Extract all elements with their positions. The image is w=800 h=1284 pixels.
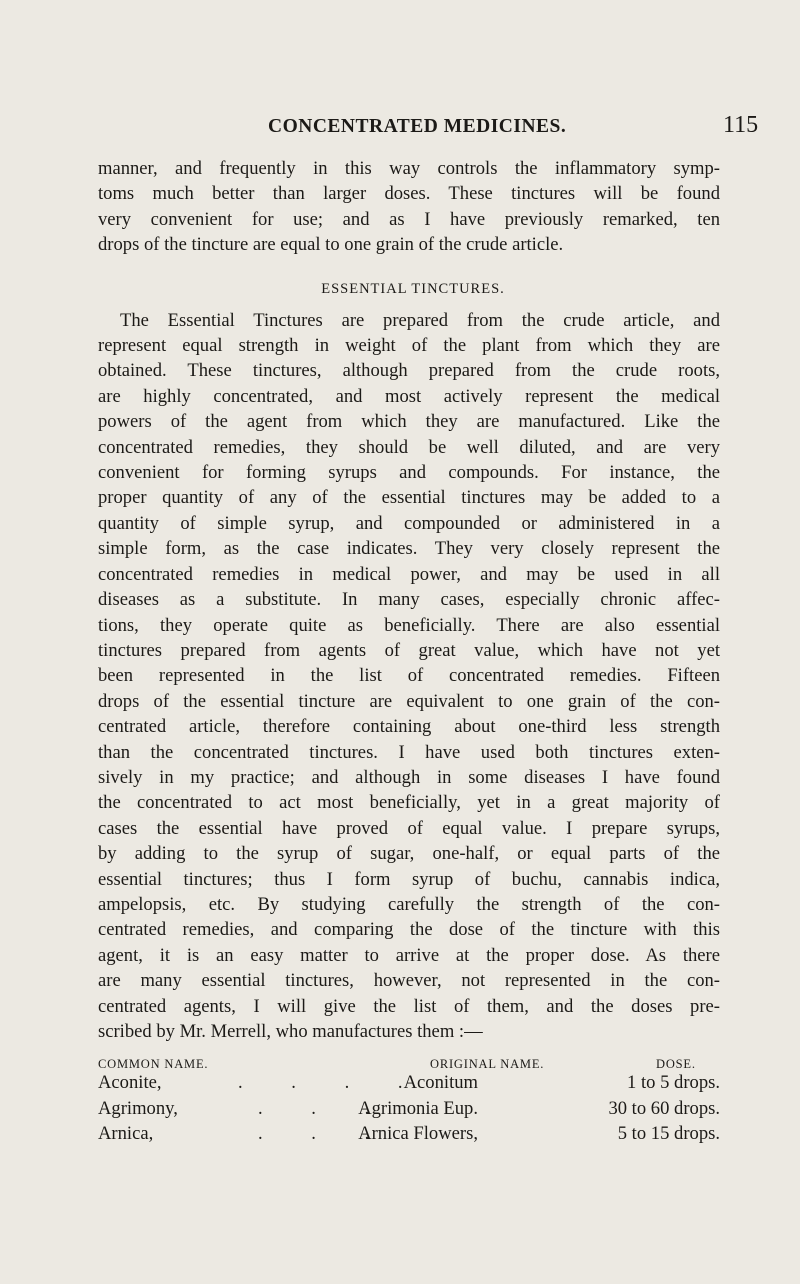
common-name-cell: Agrimony,: [98, 1097, 178, 1119]
text-line: represent equal strength in weight of the plant from which they are: [98, 335, 720, 357]
text-line: scribed by Mr. Merrell, who manufactures them :—: [98, 1021, 483, 1042]
column-header-dose: DOSE.: [656, 1057, 696, 1072]
original-name-cell: Arnica Flowers,: [358, 1123, 478, 1145]
text-line: sively in my practice; and although in some diseases I have found: [98, 766, 720, 788]
text-line: ampelopsis, etc. By studying carefully the strength of the con-: [98, 893, 720, 915]
column-header-common-name: COMMON NAME.: [98, 1057, 209, 1072]
leader-dots: . . . .: [238, 1072, 425, 1094]
running-head: [0, 112, 800, 142]
text-line: are many essential tinctures, however, not represented in the con-: [98, 970, 720, 992]
text-line: tions, they operate quite as beneficially. There are also essential: [98, 614, 720, 636]
table-row: [98, 1096, 720, 1121]
text-line: convenient for forming syrups and compounds. For instance, the: [98, 462, 720, 484]
text-line: been represented in the list of concentrated remedies. Fifteen: [98, 665, 720, 687]
text-line: centrated remedies, and comparing the dose of the tincture with this: [98, 919, 720, 941]
page-number: 115: [723, 112, 759, 138]
text-line: diseases as a substitute. In many cases, especially chronic affec-: [98, 589, 720, 611]
column-header-original-name: ORIGINAL NAME.: [430, 1057, 545, 1072]
main-paragraph: [98, 308, 720, 1045]
text-line: concentrated remedies, they should be well diluted, and are very: [98, 436, 720, 458]
text-line: by adding to the syrup of sugar, one-half, or equal parts of the: [98, 843, 720, 865]
table-row: [98, 1070, 720, 1095]
original-name-cell: Agrimonia Eup.: [358, 1097, 478, 1119]
text-line: drops of the essential tincture are equivalent to one grain of the con-: [98, 690, 720, 712]
text-line: centrated article, therefore containing about one-third less strength: [98, 716, 720, 738]
table-row: [98, 1121, 720, 1146]
text-line: are highly concentrated, and most actively represent the medical: [98, 385, 720, 407]
text-line: toms much better than larger doses. These tinctures will be found: [98, 183, 720, 205]
text-line: The Essential Tinctures are prepared from the crude article, and: [120, 309, 720, 331]
text-line: manner, and frequently in this way controls the inflammatory symp-: [98, 158, 720, 179]
text-line: very convenient for use; and as I have previously remarked, ten: [98, 208, 720, 230]
text-line: essential tinctures; thus I form syrup of buchu, cannabis indica,: [98, 868, 720, 890]
dose-cell: 1 to 5 drops.: [627, 1072, 720, 1094]
dose-cell: 30 to 60 drops.: [608, 1097, 720, 1119]
text-line: drops of the tincture are equal to one grain of the crude article.: [98, 234, 564, 256]
text-line: proper quantity of any of the essential tinctures may be added to a: [98, 487, 720, 509]
text-line: agent, it is an easy matter to arrive at the proper dose. As there: [98, 944, 720, 966]
text-line: concentrated remedies in medical power, and may be used in all: [98, 563, 720, 585]
text-line: powers of the agent from which they are manufactured. Like the: [98, 411, 720, 433]
original-name-cell: Aconitum: [403, 1072, 478, 1094]
body-text: [98, 156, 720, 1147]
text-line: cases the essential have proved of equal value. I prepare syrups,: [98, 817, 720, 839]
text-line: the concentrated to act most beneficially, yet in a great majority of: [98, 792, 720, 814]
intro-paragraph: [98, 156, 720, 258]
running-title: CONCENTRATED MEDICINES.: [268, 116, 567, 137]
tincture-table-header: [98, 1048, 720, 1070]
leader-dots: . . .: [258, 1123, 392, 1145]
text-line: centrated agents, I will give the list of them, and the doses pre-: [98, 995, 720, 1017]
text-line: quantity of simple syrup, and compounded or administered in a: [98, 512, 720, 534]
leader-dots: . . .: [258, 1097, 392, 1119]
common-name-cell: Aconite,: [98, 1072, 162, 1094]
text-line: than the concentrated tinctures. I have used both tinctures exten-: [98, 741, 720, 763]
text-line: simple form, as the case indicates. They very closely represent the: [98, 538, 720, 560]
dose-cell: 5 to 15 drops.: [617, 1123, 720, 1145]
common-name-cell: Arnica,: [98, 1123, 154, 1145]
section-heading: ESSENTIAL TINCTURES.: [321, 280, 505, 297]
text-line: obtained. These tinctures, although prepared from the crude roots,: [98, 360, 720, 382]
text-line: tinctures prepared from agents of great value, which have not yet: [98, 639, 720, 661]
